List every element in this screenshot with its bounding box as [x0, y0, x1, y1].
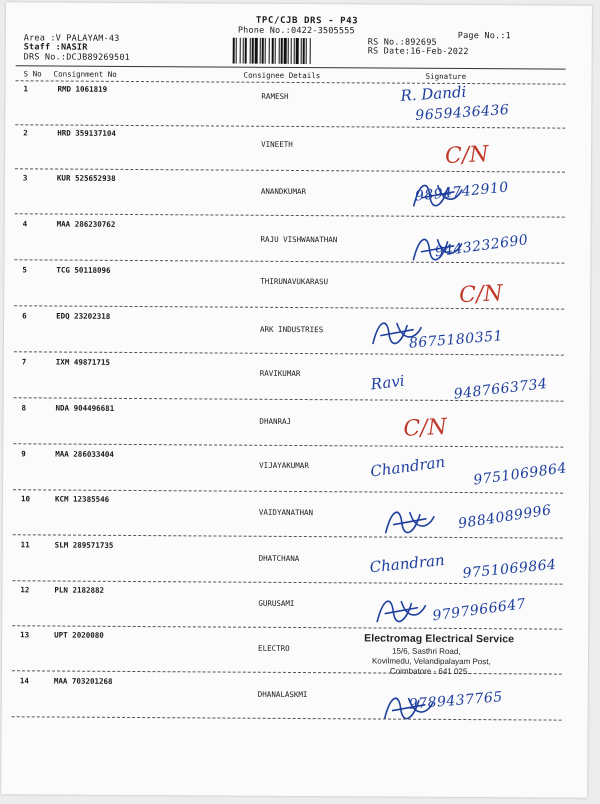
row-sno: 5: [22, 265, 27, 275]
row-consignment-no: MAA 286033404: [55, 449, 114, 459]
row-consignee-name: ANANDKUMAR: [260, 186, 307, 197]
signature-handwriting: Chandran: [368, 551, 446, 577]
row-separator: [13, 443, 563, 447]
signature-phone: 9751069864: [461, 556, 558, 582]
row-sno: 14: [19, 676, 29, 686]
delivery-run-sheet: [1, 2, 592, 798]
row-sno: 9: [21, 449, 26, 459]
row-sno: 8: [21, 403, 27, 413]
row-consignee-name: RAJU VISHWANATHAN: [260, 234, 338, 245]
row-separator: [12, 580, 562, 584]
row-consignment-no: HRD 359137104: [57, 128, 116, 138]
staff-label: Staff :NASIR: [23, 42, 88, 53]
row-consignee-name: DHATCHANA: [258, 553, 300, 564]
row-separator: [12, 716, 562, 720]
row-sno: 2: [23, 128, 28, 138]
row-consignee-name: THIRUNAVUKARASU: [260, 276, 329, 287]
row-consignment-no: SLM 289571735: [54, 540, 114, 550]
row-consignee-name: ARK INDUSTRIES: [259, 324, 324, 335]
barcode: [231, 38, 361, 65]
row-sno: 13: [20, 630, 30, 640]
row-sno: 3: [22, 173, 28, 183]
signature-phone: 9487663734: [453, 375, 549, 403]
row-consignment-no: PLN 2182882: [54, 585, 105, 595]
signature-handwriting: R. Dandi: [399, 82, 467, 105]
signature-phone: 9659436436: [414, 102, 510, 124]
row-separator: [13, 534, 563, 538]
row-separator: [12, 625, 562, 629]
rs-number: RS No.:892695: [367, 37, 437, 48]
row-sno: 11: [20, 540, 30, 550]
signature-handwriting: C/N: [458, 281, 504, 309]
row-consignment-no: TCG 50118096: [56, 265, 111, 275]
phone-number: Phone No.:0422-3505555: [237, 25, 355, 37]
signature-phone: 9789437765: [408, 689, 504, 713]
signature-phone: 9751069864: [472, 460, 568, 489]
row-separator: [14, 351, 564, 355]
row-sno: 4: [22, 219, 28, 229]
row-consignment-no: KUR 525652938: [56, 173, 116, 183]
sheet-title: TPC/CJB DRS - P43: [255, 15, 359, 27]
signature-handwriting: C/N: [444, 142, 490, 170]
row-consignment-no: MAA 286230762: [56, 219, 116, 229]
row-consignment-no: MAA 703201268: [53, 676, 113, 686]
row-sno: 10: [20, 494, 31, 504]
row-consignment-no: NDA 904496681: [55, 403, 115, 413]
col-consignment: Consignment No: [53, 69, 117, 79]
row-consignment-no: EDQ 23202318: [56, 311, 111, 321]
row-consignment-no: IXM 49871715: [55, 357, 111, 367]
row-consignee-name: GURUSAMI: [258, 598, 295, 608]
row-sno: 7: [21, 357, 27, 367]
row-consignee-name: VIJAYAKUMAR: [259, 460, 309, 471]
row-consignee-name: DHANRAJ: [259, 416, 292, 426]
col-signature: Signature: [425, 71, 467, 82]
row-sno: 1: [23, 84, 29, 94]
stamp-address-line2: Kovilmedu, Velandipalayam Post,: [371, 656, 491, 667]
drs-number: DRS No.:DCJB89269501: [23, 52, 131, 63]
row-separator: [15, 168, 565, 172]
area-label: Area :V PALAYAM-43: [23, 33, 120, 44]
company-stamp: [364, 632, 584, 676]
col-consignee: Consignee Details: [243, 70, 321, 81]
row-sno: 6: [22, 311, 27, 321]
row-consignee-name: DHANALASKMI: [257, 689, 308, 700]
signature-phone: 9884089996: [457, 502, 553, 533]
page-number: Page No.:1: [457, 30, 512, 42]
signature-handwriting: Chandran: [369, 452, 447, 481]
row-consignment-no: RMD 1061819: [57, 84, 108, 94]
rs-date: RS Date:16-Feb-2022: [367, 46, 469, 58]
row-separator: [14, 259, 564, 263]
row-consignment-no: UPT 2020080: [54, 630, 104, 640]
signature-handwriting: C/N: [402, 414, 448, 442]
signature-phone: 9797966647: [431, 595, 528, 625]
signature-phone: 8675180351: [408, 328, 504, 352]
row-consignment-no: KCM 12385546: [54, 494, 110, 504]
row-separator: [13, 489, 563, 493]
signature-scribble: [371, 593, 431, 627]
row-separator: [15, 213, 565, 217]
row-consignee-name: ELECTRO: [258, 643, 290, 653]
row-sno: 12: [20, 585, 30, 595]
signature-phone: 9443232690: [433, 231, 530, 261]
row-consignee-name: VINEETH: [261, 139, 293, 149]
signature-handwriting: Ravi: [369, 371, 406, 394]
stamp-company-name: Electromag Electrical Service: [364, 632, 515, 646]
stamp-address-line1: 15/6, Sasthri Road,: [392, 646, 461, 656]
row-consignee-name: VAIDYANATHAN: [258, 507, 314, 518]
signature-scribble: [380, 505, 440, 539]
row-consignee-name: RAMESH: [261, 91, 289, 101]
signature-phone: 9894742910: [414, 179, 510, 205]
row-consignee-name: RAVIKUMAR: [259, 368, 301, 379]
stamp-address-line3: Coimbatore - 641 025.: [389, 666, 470, 677]
col-sno: S No: [23, 69, 42, 79]
